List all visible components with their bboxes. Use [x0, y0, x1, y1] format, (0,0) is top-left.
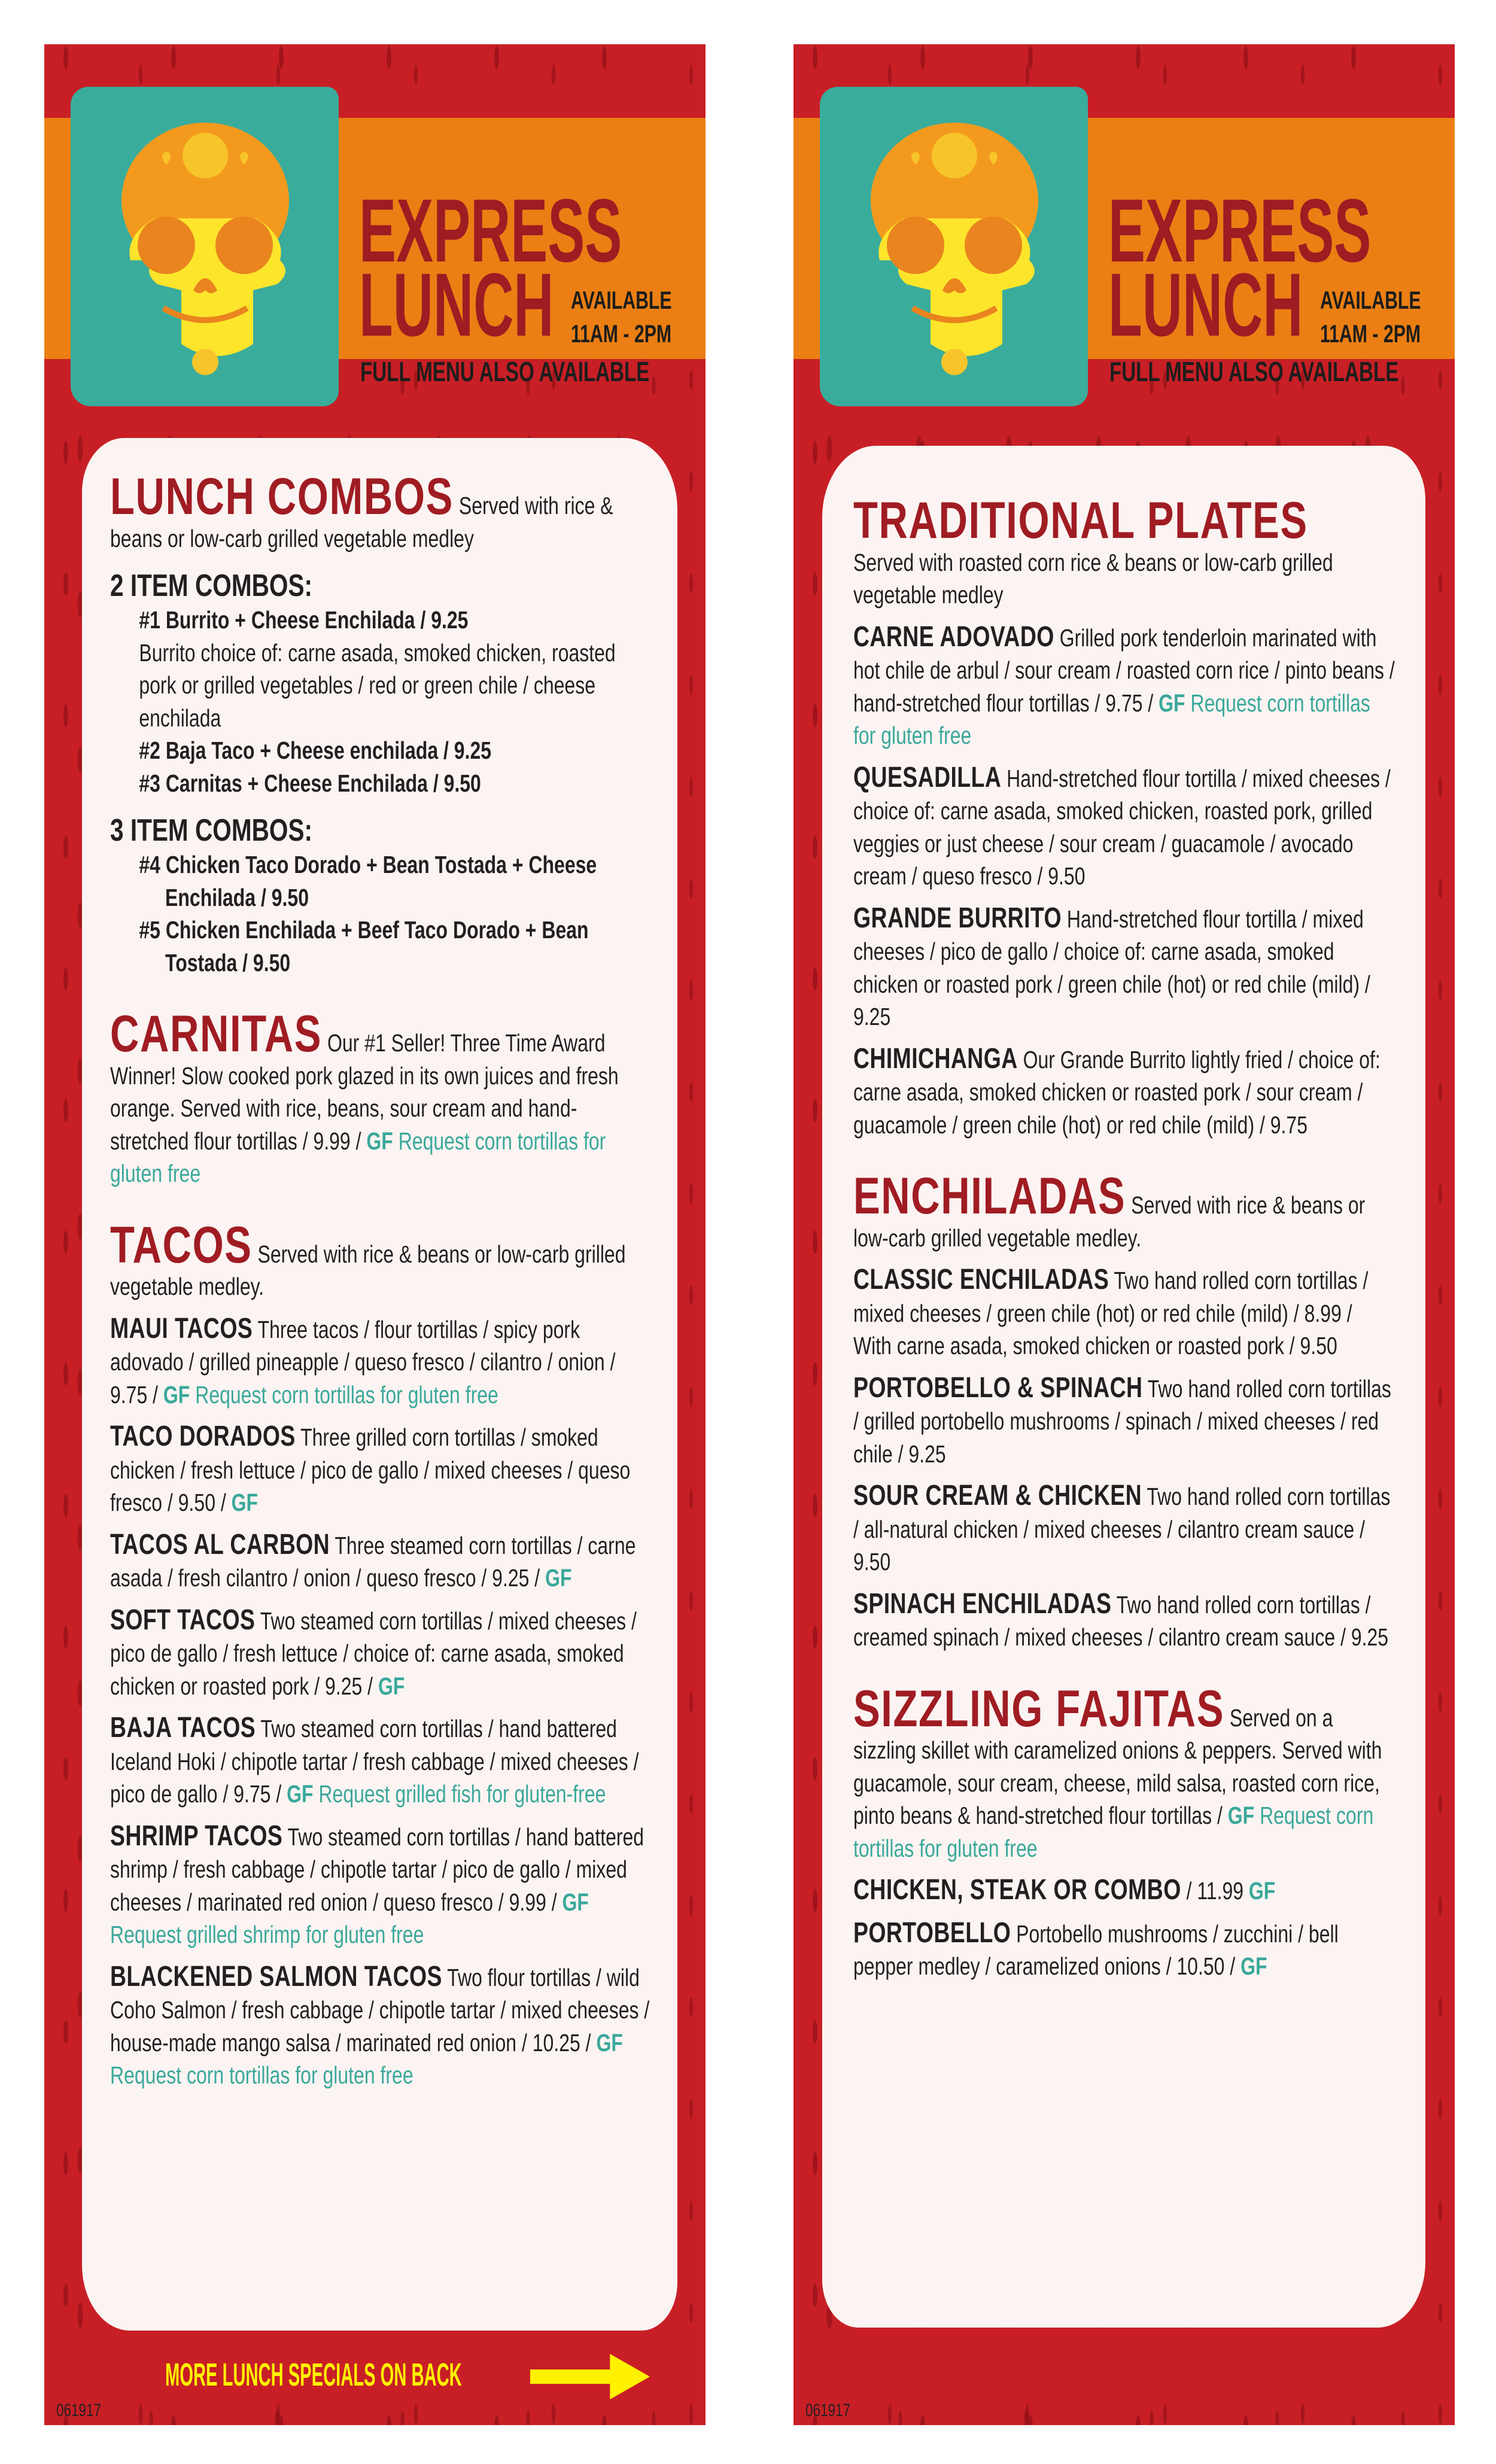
section-header — [853, 1680, 1395, 1865]
full-menu-note: FULL MENU ALSO AVAILABLE — [360, 356, 650, 387]
menu-code: 061917 — [805, 2401, 851, 2420]
item-description: Our Grande Burrito lightly fried / choice of: carne asada, smoked chicken or roasted pork / sour cream / guacamole / green chile (hot) or red chile (mild) / 9.75 — [853, 1045, 1381, 1139]
section-title: LUNCH COMBOS — [110, 468, 454, 525]
menu-item — [853, 1043, 1395, 1142]
item-description: Two flour tortillas / wild Coho Salmon / fresh cabbage / chipotle tartar / mixed cheeses / house-made mango salsa / marinated red onion / 10.25 / — [110, 1963, 650, 2057]
menu-item — [110, 1420, 652, 1519]
item-name: PORTOBELLO & SPINACH — [853, 1371, 1143, 1404]
menu-item — [853, 621, 1395, 752]
combo-item — [110, 734, 652, 767]
section-traditional-plates — [853, 492, 1395, 1141]
combo-description: Burrito choice of: carne asada, smoked chicken, roasted pork or grilled vegetables / red or green chile / cheese enchilada — [139, 638, 616, 732]
full-menu-note: FULL MENU ALSO AVAILABLE — [1109, 356, 1399, 387]
item-description: Two hand rolled corn tortillas / creamed spinach / mixed cheeses / cilantro cream sauce / 9.25 — [853, 1590, 1389, 1651]
menu-panel-front — [44, 44, 706, 2425]
menu-item — [853, 1264, 1395, 1362]
item-name: CARNE ADOVADO — [853, 620, 1054, 653]
menu-item — [110, 1712, 652, 1811]
gluten-free-badge: GF — [1240, 1952, 1267, 1980]
menu-item — [853, 1588, 1395, 1654]
availability — [571, 284, 672, 351]
item-description: Three tacos / flour tortillas / spicy pork adovado / grilled pineapple / queso fresco / cilantro / onion / 9.75 / — [110, 1315, 616, 1409]
item-name: BAJA TACOS — [110, 1712, 256, 1744]
section-subtitle: Our #1 Seller! Three Time Award Winner! Slow cooked pork glazed in its own juices and fresh orange. Served with rice, beans, sour cream and hand-stretched flour tortillas / 9.99 / — [110, 1029, 619, 1155]
combo-item — [110, 848, 652, 914]
gluten-free-badge: GF — [1227, 1802, 1255, 1829]
gluten-free-note: Request corn tortillas for gluten free — [110, 2061, 413, 2089]
item-description: Two steamed corn tortillas / hand battered Iceland Hoki / chipotle tartar / fresh cabbage / mixed cheeses / pico de gallo / 9.75 / — [110, 1715, 639, 1808]
menu-item — [110, 1313, 652, 1412]
arrow-right-icon — [530, 2354, 650, 2399]
title-express: EXPRESS — [1108, 180, 1372, 281]
section-subtitle: Served with rice & beans or low-carb grilled vegetable medley — [110, 492, 613, 552]
item-description: Two steamed corn tortillas / mixed cheeses / pico de gallo / fresh lettuce / choice of: carne asada, smoked chicken or roasted pork / 9.25 / — [110, 1607, 637, 1700]
gluten-free-badge: GF — [545, 1564, 572, 1592]
section-title: CARNITAS — [110, 1005, 323, 1063]
gluten-free-note: Request grilled fish for gluten-free — [318, 1780, 606, 1808]
section-subtitle: Served with rice & beans or low-carb grilled vegetable medley. — [853, 1191, 1366, 1252]
section-subtitle: Served with roasted corn rice & beans or low-carb grilled vegetable medley — [853, 548, 1333, 609]
gluten-free-note: Request grilled shrimp for gluten free — [110, 1921, 424, 1948]
combo-name: #3 Carnitas + Cheese Enchilada / 9.50 — [139, 769, 481, 797]
section-tacos — [110, 1216, 652, 2092]
gluten-free-note: Request corn tortillas for gluten free — [110, 1127, 606, 1187]
section-header — [110, 1005, 652, 1190]
item-name: TACOS AL CARBON — [110, 1528, 330, 1560]
sugar-skull-icon — [95, 111, 316, 386]
menu-item — [853, 762, 1395, 893]
gluten-free-badge: GF — [163, 1380, 190, 1409]
item-description: / 11.99 — [1186, 1877, 1244, 1905]
menu-item — [110, 1820, 652, 1951]
item-name: CHICKEN, STEAK OR COMBO — [853, 1874, 1181, 1906]
item-description: Two hand rolled corn tortillas / grilled portobello mushrooms / spinach / mixed cheeses / red chile / 9.25 — [853, 1374, 1391, 1468]
section-header — [853, 1167, 1395, 1254]
item-name: SPINACH ENCHILADAS — [853, 1587, 1112, 1620]
combo-group-label: 3 ITEM COMBOS: — [110, 813, 313, 848]
availability — [1320, 284, 1421, 351]
menu-item — [853, 1372, 1395, 1471]
menu-content-right — [853, 492, 1395, 2014]
menu-code: 061917 — [56, 2401, 102, 2420]
item-description: Two hand rolled corn tortillas / mixed cheeses / green chile (hot) or red chile (mild) / 8.99 / With carne asada, smoked chicken or roasted pork / 9.50 — [853, 1267, 1369, 1359]
section-header — [853, 492, 1395, 612]
combo-group-label: 2 ITEM COMBOS: — [110, 568, 313, 603]
menu-card-right — [822, 446, 1425, 2328]
menu-item — [110, 1529, 652, 1595]
more-specials-link[interactable]: MORE LUNCH SPECIALS ON BACK — [165, 2357, 462, 2393]
combo-name: #5 Chicken Enchilada + Beef Taco Dorado + Bean Tostada / 9.50 — [139, 916, 589, 977]
gluten-free-badge: GF — [287, 1780, 314, 1808]
menu-item — [853, 1874, 1395, 1908]
item-name: CHIMICHANGA — [853, 1042, 1018, 1075]
combo-name: #2 Baja Taco + Cheese enchilada / 9.25 — [139, 737, 492, 764]
item-name: CLASSIC ENCHILADAS — [853, 1264, 1109, 1295]
title-express: EXPRESS — [359, 180, 622, 281]
item-name: MAUI TACOS — [110, 1312, 253, 1344]
item-name: SHRIMP TACOS — [110, 1820, 283, 1852]
gluten-free-badge: GF — [378, 1672, 405, 1700]
section-lunch-combos — [110, 468, 652, 979]
combo-item — [110, 604, 652, 734]
menu-card-left — [82, 438, 677, 2331]
gluten-free-badge: GF — [1159, 689, 1185, 717]
menu-panel-back — [793, 44, 1455, 2425]
combo-item — [110, 914, 652, 979]
section-title: TRADITIONAL PLATES — [853, 492, 1308, 549]
item-description: Hand-stretched flour tortilla / mixed cheeses / choice of: carne asada, smoked chicken, roasted pork, grilled veggies or just cheese / sour cream / guacamole / avocado cream / queso fresco / 9.50 — [853, 764, 1391, 890]
menu-item — [853, 1480, 1395, 1578]
gluten-free-badge: GF — [231, 1489, 259, 1516]
item-name: QUESADILLA — [853, 761, 1002, 793]
section-subtitle: Served with rice & beans or low-carb grilled vegetable medley. — [110, 1240, 626, 1300]
gluten-free-badge: GF — [366, 1127, 393, 1155]
item-description: Two steamed corn tortillas / hand battered shrimp / fresh cabbage / chipotle tartar / pico de gallo / mixed cheeses / marinated red onion / queso fresco / 9.99 / — [110, 1823, 644, 1916]
sugar-skull-icon — [844, 111, 1065, 386]
menu-item — [853, 902, 1395, 1033]
item-description: Hand-stretched flour tortilla / mixed cheeses / pico de gallo / choice of: carne asada, smoked chicken or roasted pork / green chile (hot) or red chile (mild) / 9.25 — [853, 905, 1370, 1030]
combo-name: #1 Burrito + Cheese Enchilada / 9.25 — [139, 606, 469, 634]
logo-box — [71, 87, 339, 406]
gluten-free-note: Request corn tortillas for gluten free — [195, 1380, 498, 1409]
available-hours: 11AM - 2PM — [1320, 320, 1421, 348]
combo-name: #4 Chicken Taco Dorado + Bean Tostada + Cheese Enchilada / 9.50 — [139, 851, 597, 911]
menu-item — [110, 1961, 652, 2092]
item-description: Two hand rolled corn tortillas / all-natural chicken / mixed cheeses / cilantro cream sauce / 9.50 — [853, 1483, 1391, 1575]
section-header — [110, 1216, 652, 1303]
menu-item — [853, 1917, 1395, 1983]
available-label: AVAILABLE — [1320, 286, 1421, 314]
item-name: SOFT TACOS — [110, 1604, 256, 1636]
item-description: Three grilled corn tortillas / smoked chicken / fresh lettuce / pico de gallo / mixed cheeses / queso fresco / 9.50 / — [110, 1423, 631, 1516]
section-enchiladas — [853, 1167, 1395, 1654]
section-title: ENCHILADAS — [853, 1167, 1126, 1225]
item-description: Three steamed corn tortillas / carne asada / fresh cilantro / onion / queso fresco / 9.25 / — [110, 1531, 636, 1592]
combo-item — [110, 767, 652, 800]
gluten-free-badge: GF — [562, 1888, 589, 1916]
item-description: Portobello mushrooms / zucchini / bell pepper medley / caramelized onions / 10.50 / — [853, 1920, 1339, 1980]
item-name: PORTOBELLO — [853, 1917, 1011, 1949]
gluten-free-note: Request corn tortillas for gluten free — [853, 1802, 1374, 1862]
gluten-free-badge: GF — [596, 2028, 623, 2057]
item-name: BLACKENED SALMON TACOS — [110, 1960, 442, 1993]
section-title: SIZZLING FAJITAS — [853, 1680, 1225, 1738]
section-title: TACOS — [110, 1216, 253, 1274]
section-sizzling-fajitas — [853, 1680, 1395, 1983]
section-subtitle: Served on a sizzling skillet with caramelized onions & peppers. Served with guacamole, sour cream, cheese, mild salsa, roasted corn rice, pinto beans & hand-stretched flour tortillas / — [853, 1703, 1382, 1829]
menu-item — [110, 1604, 652, 1703]
title-lunch: LUNCH — [359, 254, 554, 355]
logo-box — [820, 87, 1088, 406]
title-lunch: LUNCH — [1108, 254, 1303, 355]
menu-content-left — [110, 468, 652, 2123]
available-label: AVAILABLE — [571, 286, 672, 314]
gluten-free-badge: GF — [1248, 1877, 1276, 1905]
item-name: TACO DORADOS — [110, 1420, 296, 1452]
item-name: SOUR CREAM & CHICKEN — [853, 1480, 1142, 1511]
section-carnitas — [110, 1005, 652, 1190]
item-description: Grilled pork tenderloin marinated with hot chile de arbul / sour cream / roasted corn rice / pinto beans / hand-stretched flour tortillas / 9.75 / — [853, 623, 1395, 717]
available-hours: 11AM - 2PM — [571, 320, 672, 348]
item-name: GRANDE BURRITO — [853, 902, 1062, 934]
gluten-free-note: Request corn tortillas for gluten free — [853, 689, 1370, 749]
